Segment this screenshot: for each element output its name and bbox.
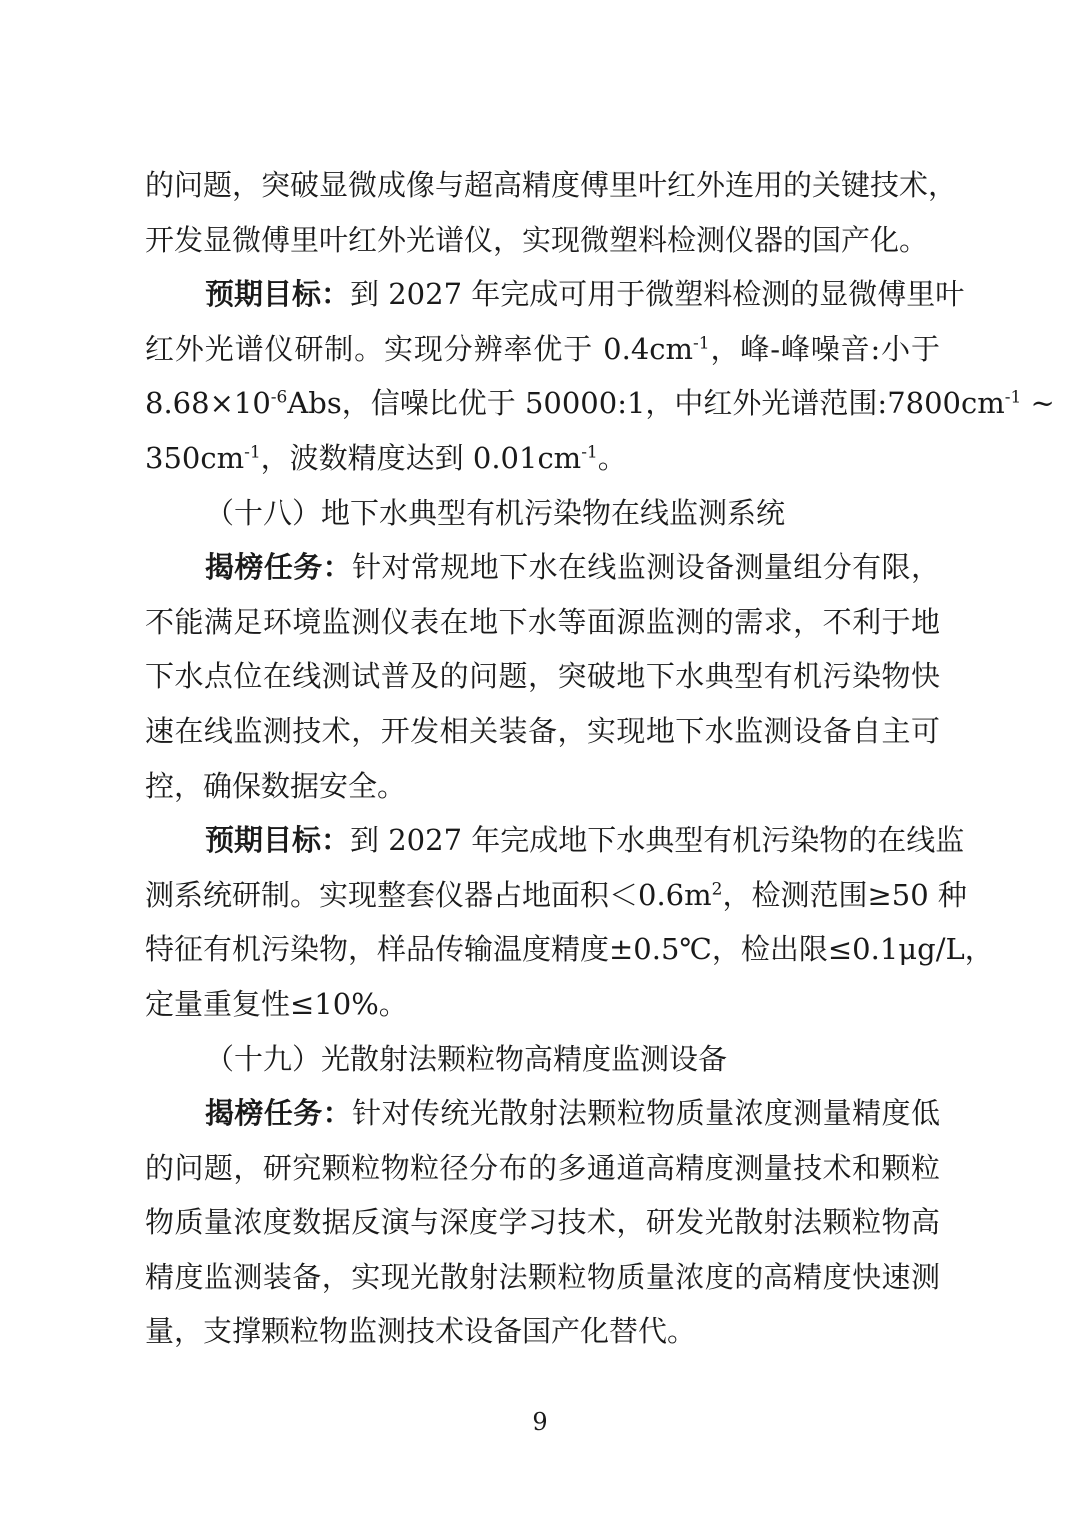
expected-goal-paragraph	[145, 813, 965, 868]
body-line	[145, 376, 1055, 431]
body-line: 的问题，研究颗粒物粒径分布的多通道高精度测量技术和颗粒	[145, 1150, 940, 1185]
body-text: 350cm	[145, 440, 245, 475]
body-text: 到 2027 年完成地下水典型有机污染物的在线监	[350, 823, 965, 858]
task-paragraph	[145, 540, 940, 595]
body-line: 控，确保数据安全。	[145, 768, 407, 803]
body-line	[145, 322, 940, 377]
section-heading-19: （十九）光散射法颗粒物高精度监测设备	[205, 1041, 728, 1076]
task-paragraph	[145, 1086, 940, 1141]
body-line: 不能满足环境监测仪表在地下水等面源监测的需求，不利于地	[145, 604, 940, 639]
expected-goal-label: 预期目标：	[205, 277, 351, 312]
body-text: Abs，信噪比优于 50000:1，中红外光谱范围:7800cm	[287, 386, 1005, 421]
body-text: 测系统研制。实现整套仪器占地面积＜0.6m	[145, 877, 712, 912]
task-label: 揭榜任务：	[205, 1096, 353, 1131]
body-line: 下水点位在线测试普及的问题，突破地下水典型有机污染物快	[145, 659, 940, 694]
body-text: 针对常规地下水在线监测设备测量组分有限，	[352, 550, 940, 585]
body-text: ，波数精度达到 0.01cm	[260, 440, 582, 475]
task-label: 揭榜任务：	[205, 550, 353, 585]
expected-goal-paragraph	[145, 267, 965, 322]
body-text: 。	[597, 440, 627, 475]
superscript: -6	[270, 387, 288, 408]
section-heading-18: （十八）地下水典型有机污染物在线监测系统	[205, 495, 786, 530]
body-line: 的问题，突破显微成像与超高精度傅里叶红外连用的关键技术，	[145, 168, 958, 202]
body-line	[145, 431, 940, 486]
body-text: ~	[1021, 386, 1055, 421]
expected-goal-label: 预期目标：	[205, 823, 351, 858]
page-content	[145, 158, 1055, 1359]
body-line: 特征有机污染物，样品传输温度精度±0.5℃，检出限≤0.1μg/L，	[145, 932, 994, 967]
body-text: 到 2027 年完成可用于微塑料检测的显微傅里叶	[350, 277, 965, 312]
body-text: ，峰-峰噪音:小于	[709, 331, 940, 366]
body-line: 速在线监测技术，开发相关装备，实现地下水监测设备自主可	[145, 713, 940, 748]
superscript: 2	[711, 879, 723, 900]
body-line: 量，支撑颗粒物监测技术设备国产化替代。	[145, 1314, 697, 1349]
body-text: 8.68×10	[145, 386, 271, 421]
page-number: 9	[532, 1408, 548, 1436]
body-line	[145, 868, 967, 923]
superscript: -1	[581, 442, 598, 463]
body-line: 开发显微傅里叶红外光谱仪，实现微塑料检测仪器的国产化。	[145, 222, 929, 257]
superscript: -1	[1004, 387, 1022, 408]
body-line: 物质量浓度数据反演与深度学习技术，研发光散射法颗粒物高	[145, 1205, 940, 1240]
body-text: 针对传统光散射法颗粒物质量浓度测量精度低	[352, 1096, 940, 1131]
body-line: 定量重复性≤10%。	[145, 986, 408, 1021]
body-text: ，检测范围≥50 种	[722, 877, 967, 912]
superscript: -1	[244, 442, 261, 463]
body-text: 红外光谱仪研制。实现分辨率优于 0.4cm	[145, 331, 694, 366]
superscript: -1	[693, 333, 710, 354]
body-line: 精度监测装备，实现光散射法颗粒物质量浓度的高精度快速测	[145, 1259, 940, 1294]
